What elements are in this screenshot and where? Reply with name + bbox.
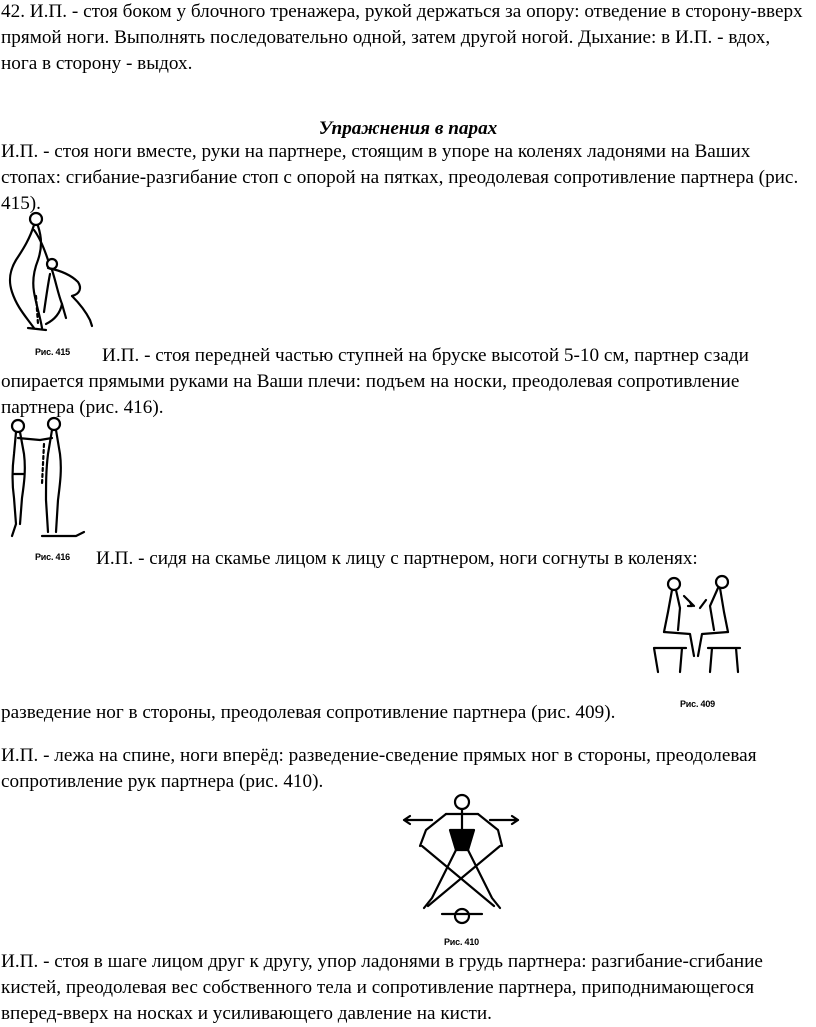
paragraph-exercise-pairs-2-rest: опирается прямыми руками на Ваши плечи: подъем на носки, преодолевая сопротивление партнера (рис. 416). [1, 371, 740, 418]
paragraph-exercise-pairs-4: И.П. - лежа на спине, ноги вперёд: разведение-сведение прямых ног в стороны, преодолевая сопротивление рук партнера (рис. 410). [1, 745, 757, 792]
figure-415-illustration [2, 208, 98, 336]
paragraph-exercise-pairs-2-line1: И.П. - стоя передней частью ступней на бруске высотой 5-10 см, партнер сзади [102, 345, 749, 366]
section-heading: Упражнения в парах [318, 118, 498, 139]
figure-409-illustration [650, 572, 746, 682]
figure-410-caption: Рис. 410 [444, 937, 479, 947]
figure-415-caption: Рис. 415 [35, 347, 70, 357]
paragraph-exercise-pairs-5: И.П. - стоя в шаге лицом друг к другу, упор ладонями в грудь партнера: разгибание-сгибание кистей, преодолевая вес собственного тела и сопротивление партнера, приподнимающегося вперед-вверх на носках и усиливающего давление на кисти. [1, 951, 763, 1024]
paragraph-exercise-pairs-3-line1: И.П. - сидя на скамье лицом к лицу с партнером, ноги согнуты в коленях: [96, 548, 698, 569]
paragraph-exercise-pairs-1: И.П. - стоя ноги вместе, руки на партнере, стоящим в упоре на коленях ладонями на Ваших стопах: сгибание-разгибание стоп с опорой на пятках, преодолевая сопротивление партнера (рис. 415). [1, 141, 799, 214]
figure-416-caption: Рис. 416 [35, 552, 70, 562]
paragraph-exercise-pairs-3-line2: разведение ног в стороны, преодолевая сопротивление партнера (рис. 409). [1, 702, 616, 723]
figure-410-illustration [402, 790, 520, 930]
paragraph-exercise-42: 42. И.П. - стоя боком у блочного тренажера, рукой держаться за опору: отведение в сторону-вверх прямой ноги. Выполнять последовательно одной, затем другой ногой. Дыхание: в И.П. - вдох, нога в сторону - выдох. [1, 1, 803, 74]
figure-416-illustration [4, 414, 88, 542]
figure-409-caption: Рис. 409 [680, 699, 715, 709]
